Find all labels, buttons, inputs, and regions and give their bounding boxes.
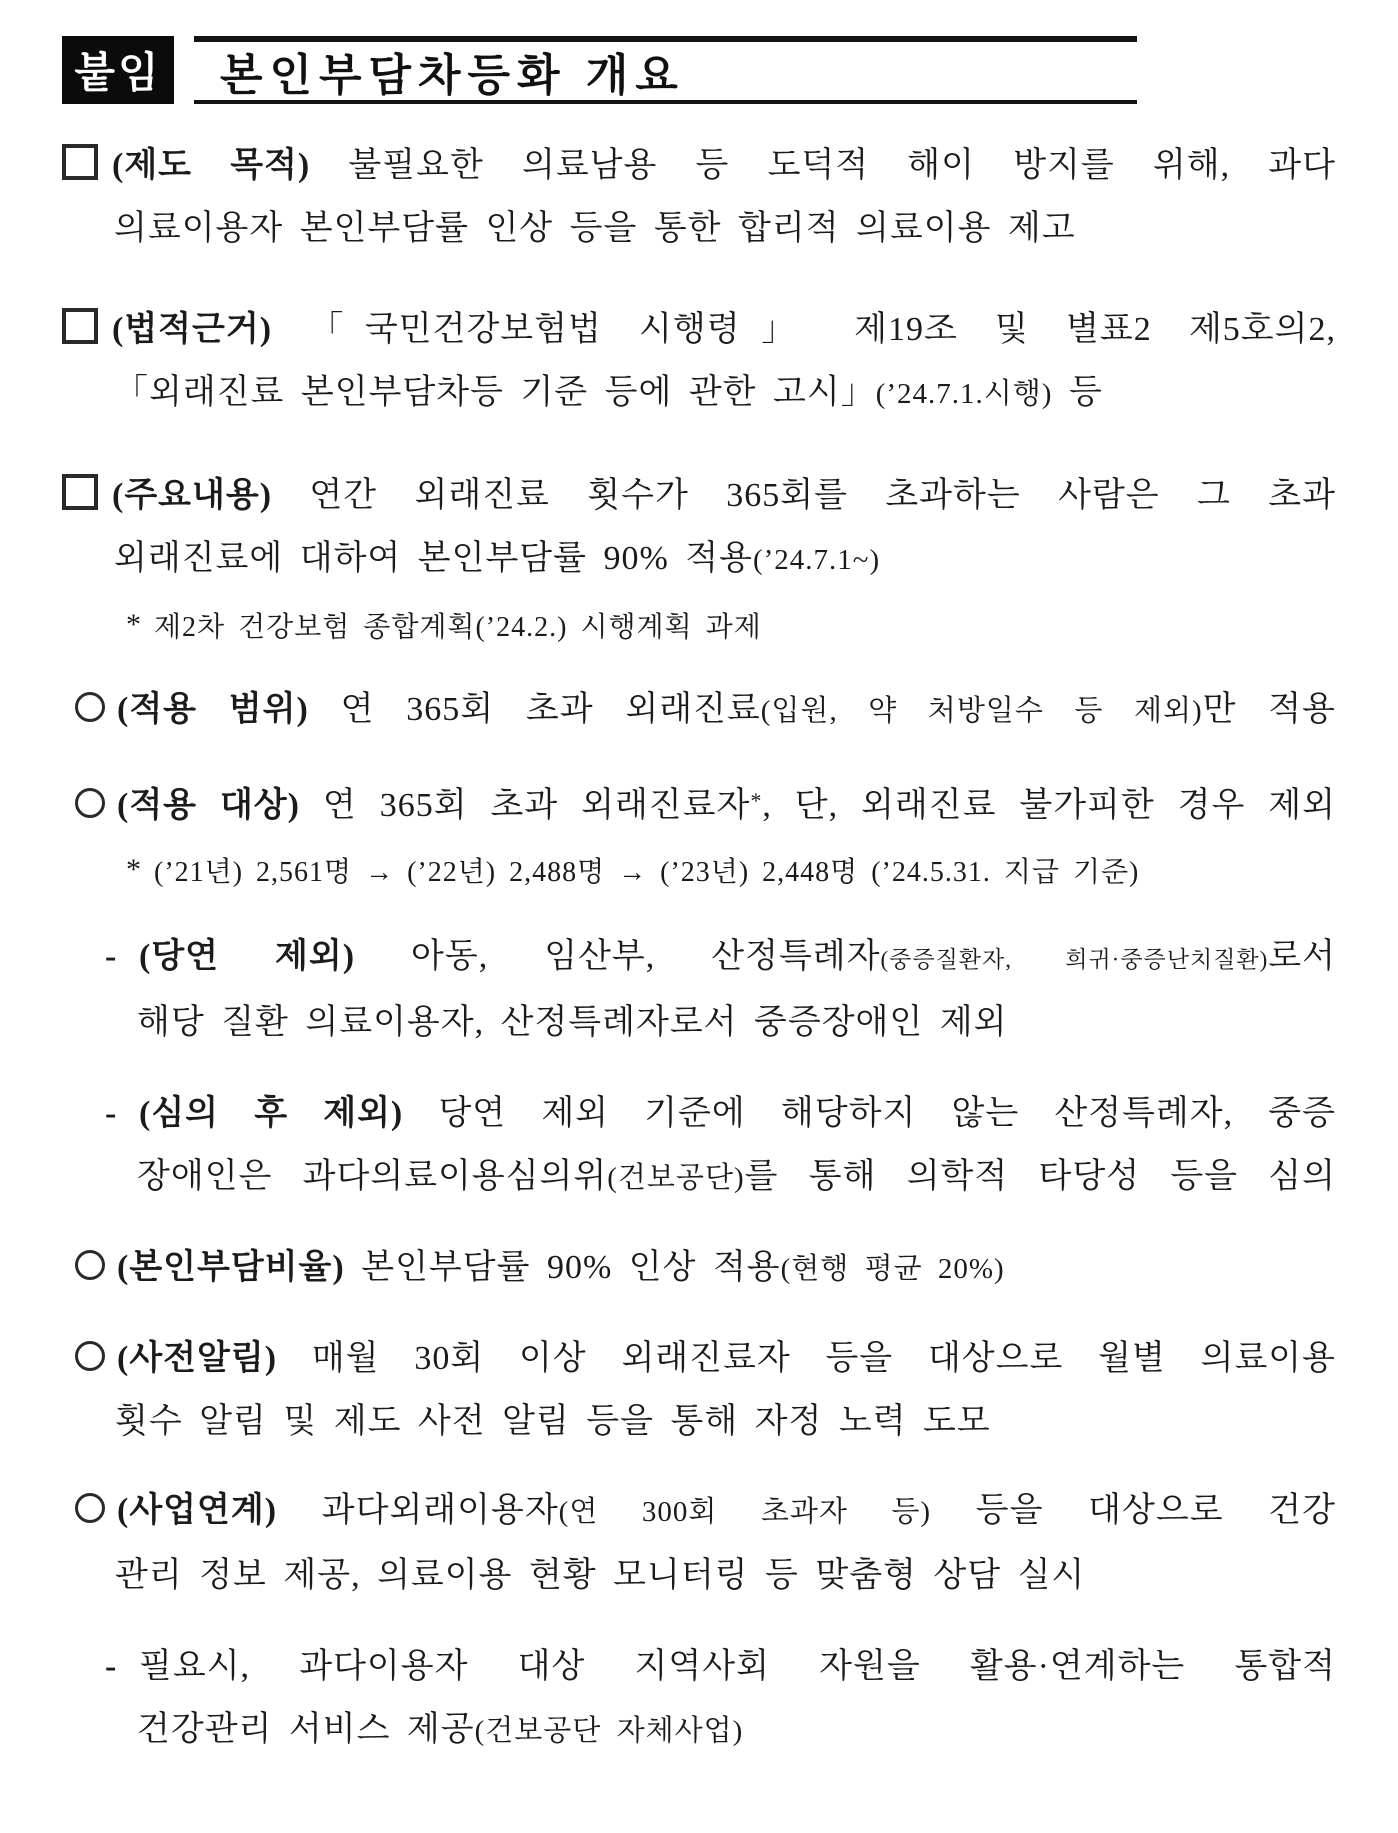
text-line (75, 1479, 1336, 1544)
block-sajeon-allim (75, 1327, 1336, 1453)
text-segment: (중증질환자, 희귀·중증난치질환) (880, 947, 1269, 972)
text-segment: (사업연계) (117, 1492, 278, 1529)
block-jeogyong-beomwi (75, 678, 1336, 743)
block-jeogyong-daesang (75, 769, 1336, 837)
text-segment: (법적근거) (112, 311, 273, 348)
title-rule-box (194, 36, 1137, 104)
text-segment: (입원, 약 처방일수 등 제외) (760, 695, 1203, 727)
text-line (62, 134, 1336, 197)
text-segment: * (750, 788, 763, 813)
text-segment: (적용 대상) (117, 787, 300, 824)
text-segment: 당연 제외 기준에 해당하지 않는 산정특례자, 중증 (403, 1095, 1336, 1132)
text-segment: 외래진료에 대하여 본인부담률 90% 적용 (114, 540, 753, 577)
square-bullet-icon (62, 144, 98, 180)
text-segment: 매월 30회 이상 외래진료자 등을 대상으로 월별 의료이용 (277, 1340, 1336, 1377)
asterisk-icon: * (126, 608, 142, 641)
text-line (62, 361, 1336, 426)
text-line (126, 601, 1336, 652)
text-segment: 과다외래이용자 (277, 1492, 559, 1529)
text-segment: (현행 평균 20%) (780, 1253, 1005, 1285)
page-title: 본인부담차등화 개요 (220, 51, 685, 100)
text-segment: (’21년) 2,561명 → (’22년) 2,488명 → (’23년) 2,448명 (’24.5.31. 지급 기준) (154, 857, 1140, 888)
text-segment: (사전알림) (117, 1340, 278, 1377)
block-saeop-yeongye (75, 1479, 1336, 1607)
asterisk-icon: * (126, 853, 142, 886)
text-segment: (연 300회 초과자 등) (558, 1496, 932, 1528)
text-line (62, 197, 1336, 260)
text-line (75, 769, 1336, 837)
text-segment: 연 365회 초과 외래진료 (308, 691, 761, 728)
text-line (62, 464, 1336, 527)
text-segment: 아동, 임산부, 산정특례자 (355, 938, 881, 975)
text-line (62, 298, 1336, 361)
block-juyo-naeyong (62, 464, 1336, 592)
text-segment: 를 통해 의학적 타당성 등을 심의 (744, 1158, 1336, 1195)
text-segment: (’24.7.1~) (752, 544, 881, 576)
text-segment: 필요시, 과다이용자 대상 지역사회 자원을 활용·연계하는 통합적 (139, 1648, 1336, 1685)
text-line (75, 1236, 1336, 1301)
block-jedo-mokjeok (62, 134, 1336, 260)
text-line (75, 1390, 1336, 1453)
dash-bullet-icon: - (105, 1095, 118, 1132)
text-line (105, 925, 1336, 991)
text-segment: 등을 대상으로 건강 (931, 1492, 1336, 1529)
text-segment: 불필요한 의료남용 등 도덕적 해이 방지를 위해, 과다 (310, 147, 1336, 184)
text-line (105, 1635, 1336, 1698)
block-footnote-plan (126, 601, 1336, 652)
circle-bullet-icon (75, 1341, 105, 1371)
attachment-badge: 붙임 (62, 36, 174, 104)
text-segment: (건보공단 자체사업) (474, 1715, 744, 1747)
block-dangyeon-jeoe (105, 925, 1336, 1054)
dash-bullet-icon: - (105, 938, 118, 975)
text-segment: (당연 제외) (139, 938, 356, 975)
text-line (75, 1544, 1336, 1607)
text-segment: 건강관리 서비스 제공 (137, 1711, 475, 1748)
text-line (105, 991, 1336, 1054)
text-segment: 관리 정보 제공, 의료이용 현황 모니터링 등 맞춤형 상담 실시 (115, 1557, 1086, 1594)
text-line (75, 1327, 1336, 1390)
text-segment: 로서 (1268, 938, 1336, 975)
text-segment: 연간 외래진료 횟수가 365회를 초과하는 사람은 그 초과 (272, 477, 1336, 514)
block-piryosi-yeongye (105, 1635, 1336, 1763)
text-segment: 등 (1052, 374, 1103, 411)
text-segment: (제도 목적) (112, 147, 311, 184)
text-segment: , 단, 외래진료 불가피한 경우 제외 (762, 787, 1336, 824)
block-bonin-budam-biyul (75, 1236, 1336, 1301)
text-segment: (주요내용) (112, 477, 273, 514)
circle-bullet-icon (75, 788, 105, 818)
text-segment: 본인부담률 90% 인상 적용 (344, 1249, 781, 1286)
square-bullet-icon (62, 308, 98, 344)
text-line (105, 1082, 1336, 1145)
text-line (126, 846, 1336, 897)
text-segment: 횟수 알림 및 제도 사전 알림 등을 통해 자정 노력 도모 (115, 1403, 991, 1440)
block-beopjeok-geungeo (62, 298, 1336, 426)
text-segment: (적용 범위) (117, 691, 309, 728)
document-body (62, 134, 1336, 1763)
text-segment: (심의 후 제외) (139, 1095, 404, 1132)
circle-bullet-icon (75, 1493, 105, 1523)
block-footnote-stats (126, 846, 1336, 897)
text-segment: 만 적용 (1202, 691, 1336, 728)
text-segment: 연 365회 초과 외래진료자 (299, 787, 751, 824)
text-line (62, 527, 1336, 592)
text-segment: 「국민건강보험법 시행령」 제19조 및 별표2 제5호의2, (272, 311, 1336, 348)
circle-bullet-icon (75, 692, 105, 722)
text-segment: (건보공단) (607, 1162, 745, 1194)
text-line (75, 678, 1336, 743)
document-header (62, 36, 1336, 104)
block-simui-hu-jeoe (105, 1082, 1336, 1210)
text-segment: (’24.7.1.시행) (875, 378, 1053, 410)
text-segment: 제2차 건강보험 종합계획(’24.2.) 시행계획 과제 (154, 612, 762, 643)
circle-bullet-icon (75, 1250, 105, 1280)
text-line (105, 1145, 1336, 1210)
text-segment: 해당 질환 의료이용자, 산정특례자로서 중증장애인 제외 (137, 1004, 1008, 1041)
square-bullet-icon (62, 474, 98, 510)
text-segment: 의료이용자 본인부담률 인상 등을 통한 합리적 의료이용 제고 (114, 210, 1076, 247)
text-segment: (본인부담비율) (117, 1249, 345, 1286)
dash-bullet-icon: - (105, 1648, 118, 1685)
text-segment: 장애인은 과다의료이용심의위 (137, 1158, 608, 1195)
text-line (105, 1698, 1336, 1763)
text-segment: 「외래진료 본인부담차등 기준 등에 관한 고시」 (114, 374, 876, 411)
